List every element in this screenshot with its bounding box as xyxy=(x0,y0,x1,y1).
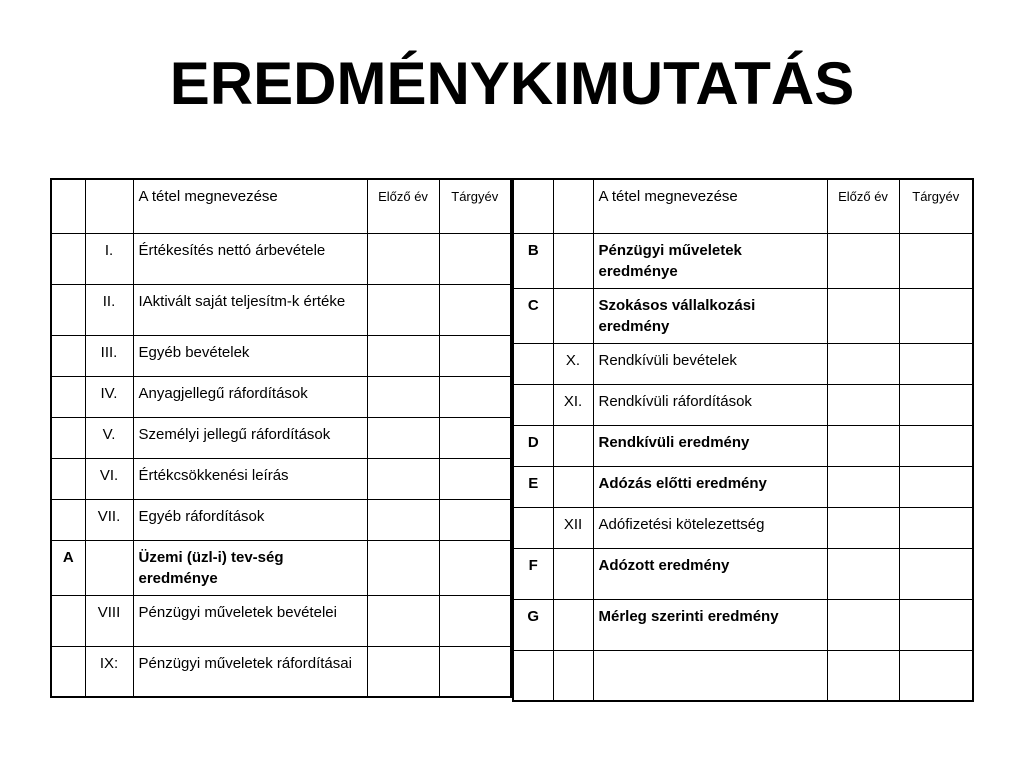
row-letter xyxy=(513,650,553,701)
table-row xyxy=(51,646,511,697)
header-item-name: A tétel megnevezése xyxy=(133,179,367,233)
row-number xyxy=(553,466,593,507)
row-letter xyxy=(51,595,85,646)
row-letter xyxy=(513,507,553,548)
row-number: VI. xyxy=(85,458,133,499)
table-row xyxy=(513,288,973,343)
table-row xyxy=(51,499,511,540)
row-item-name: Mérleg szerinti eredmény xyxy=(593,599,827,650)
table-row xyxy=(513,548,973,599)
row-item-name: Adózás előtti eredmény xyxy=(593,466,827,507)
row-number: I. xyxy=(85,233,133,284)
row-letter xyxy=(513,343,553,384)
row-number xyxy=(553,425,593,466)
table-row xyxy=(51,458,511,499)
row-previous-year-value xyxy=(367,417,439,458)
row-item-name: Szokásos vállalkozási eredmény xyxy=(593,288,827,343)
header-current-year: Tárgyév xyxy=(899,179,973,233)
row-item-name: Értékesítés nettó árbevétele xyxy=(133,233,367,284)
row-number xyxy=(553,650,593,701)
row-previous-year-value xyxy=(827,507,899,548)
table-row xyxy=(51,284,511,335)
income-statement-right-table xyxy=(512,178,974,702)
row-item-name: Anyagjellegű ráfordítások xyxy=(133,376,367,417)
row-current-year-value xyxy=(899,233,973,288)
row-current-year-value xyxy=(439,233,511,284)
row-item-name: Személyi jellegű ráfordítások xyxy=(133,417,367,458)
row-current-year-value xyxy=(439,540,511,595)
table-row xyxy=(51,335,511,376)
table-row xyxy=(513,233,973,288)
row-number: IX: xyxy=(85,646,133,697)
row-previous-year-value xyxy=(367,233,439,284)
row-previous-year-value xyxy=(827,599,899,650)
row-previous-year-value xyxy=(827,233,899,288)
row-number xyxy=(85,540,133,595)
row-previous-year-value xyxy=(367,595,439,646)
row-number: IV. xyxy=(85,376,133,417)
row-current-year-value xyxy=(899,548,973,599)
row-current-year-value xyxy=(899,384,973,425)
row-item-name: Üzemi (üzl-i) tev-ség eredménye xyxy=(133,540,367,595)
row-letter xyxy=(51,417,85,458)
row-previous-year-value xyxy=(367,499,439,540)
table-row xyxy=(51,595,511,646)
row-previous-year-value xyxy=(827,466,899,507)
row-previous-year-value xyxy=(367,458,439,499)
row-item-name: Rendkívüli bevételek xyxy=(593,343,827,384)
table-row xyxy=(51,376,511,417)
row-item-name: Rendkívüli eredmény xyxy=(593,425,827,466)
row-current-year-value xyxy=(439,499,511,540)
row-previous-year-value xyxy=(367,376,439,417)
row-number xyxy=(553,288,593,343)
row-letter: E xyxy=(513,466,553,507)
header-letter-cell xyxy=(51,179,85,233)
header-current-year: Tárgyév xyxy=(439,179,511,233)
header-previous-year: Előző év xyxy=(827,179,899,233)
row-item-name: Rendkívüli ráfordítások xyxy=(593,384,827,425)
header-number-cell xyxy=(553,179,593,233)
row-number xyxy=(553,548,593,599)
row-current-year-value xyxy=(899,507,973,548)
row-letter xyxy=(51,233,85,284)
row-item-name: Egyéb bevételek xyxy=(133,335,367,376)
table-row xyxy=(513,466,973,507)
row-current-year-value xyxy=(439,595,511,646)
row-current-year-value xyxy=(439,417,511,458)
row-number xyxy=(553,599,593,650)
table-row xyxy=(513,384,973,425)
income-statement-left-table xyxy=(50,178,512,698)
row-letter xyxy=(513,384,553,425)
row-current-year-value xyxy=(439,284,511,335)
row-item-name: IAktivált saját teljesítm-k értéke xyxy=(133,284,367,335)
row-letter xyxy=(51,458,85,499)
row-number: III. xyxy=(85,335,133,376)
row-current-year-value xyxy=(439,376,511,417)
row-number: VIII xyxy=(85,595,133,646)
row-current-year-value xyxy=(899,599,973,650)
row-number: V. xyxy=(85,417,133,458)
header-previous-year: Előző év xyxy=(367,179,439,233)
row-letter xyxy=(51,335,85,376)
table-row xyxy=(513,425,973,466)
header-number-cell xyxy=(85,179,133,233)
header-item-name: A tétel megnevezése xyxy=(593,179,827,233)
table-row xyxy=(513,343,973,384)
row-letter: G xyxy=(513,599,553,650)
header-letter-cell xyxy=(513,179,553,233)
table-header-row xyxy=(513,179,973,233)
table-row xyxy=(513,650,973,701)
row-item-name: Pénzügyi műveletek eredménye xyxy=(593,233,827,288)
row-previous-year-value xyxy=(827,288,899,343)
row-current-year-value xyxy=(899,288,973,343)
row-number: XI. xyxy=(553,384,593,425)
row-item-name: Adófizetési kötelezettség xyxy=(593,507,827,548)
row-letter: B xyxy=(513,233,553,288)
row-letter xyxy=(51,646,85,697)
table-row xyxy=(51,540,511,595)
row-previous-year-value xyxy=(827,650,899,701)
row-previous-year-value xyxy=(827,343,899,384)
row-letter xyxy=(51,376,85,417)
row-previous-year-value xyxy=(827,425,899,466)
row-current-year-value xyxy=(899,650,973,701)
row-number: XII xyxy=(553,507,593,548)
row-item-name: Pénzügyi műveletek bevételei xyxy=(133,595,367,646)
row-current-year-value xyxy=(899,343,973,384)
row-item-name: Egyéb ráfordítások xyxy=(133,499,367,540)
row-letter: D xyxy=(513,425,553,466)
row-letter: C xyxy=(513,288,553,343)
row-previous-year-value xyxy=(367,540,439,595)
row-previous-year-value xyxy=(367,284,439,335)
row-current-year-value xyxy=(899,425,973,466)
row-number: II. xyxy=(85,284,133,335)
row-previous-year-value xyxy=(827,384,899,425)
row-letter: A xyxy=(51,540,85,595)
row-current-year-value xyxy=(439,646,511,697)
row-previous-year-value xyxy=(367,646,439,697)
table-row xyxy=(51,233,511,284)
row-letter xyxy=(51,284,85,335)
row-item-name xyxy=(593,650,827,701)
row-number: X. xyxy=(553,343,593,384)
row-item-name: Adózott eredmény xyxy=(593,548,827,599)
row-current-year-value xyxy=(439,335,511,376)
table-row xyxy=(51,417,511,458)
row-current-year-value xyxy=(439,458,511,499)
row-letter: F xyxy=(513,548,553,599)
row-number xyxy=(553,233,593,288)
row-previous-year-value xyxy=(827,548,899,599)
row-item-name: Pénzügyi műveletek ráfordításai xyxy=(133,646,367,697)
row-item-name: Értékcsökkenési leírás xyxy=(133,458,367,499)
row-letter xyxy=(51,499,85,540)
row-current-year-value xyxy=(899,466,973,507)
row-number: VII. xyxy=(85,499,133,540)
table-row xyxy=(513,599,973,650)
table-row xyxy=(513,507,973,548)
table-header-row xyxy=(51,179,511,233)
page-title: EREDMÉNYKIMUTATÁS xyxy=(169,50,855,117)
row-previous-year-value xyxy=(367,335,439,376)
